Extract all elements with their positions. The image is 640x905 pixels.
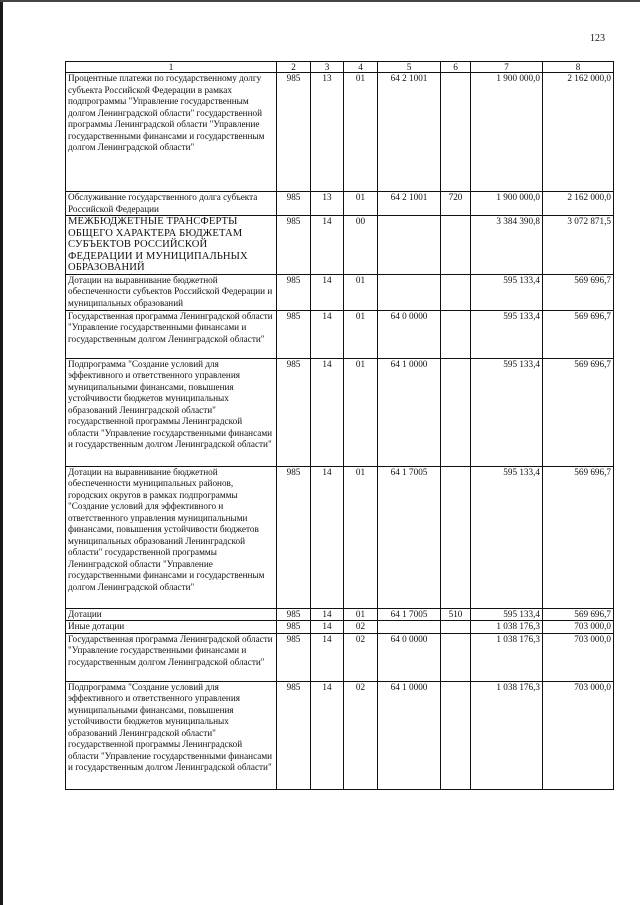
cell-target-article: 64 1 0000	[378, 681, 441, 789]
cell-admin-code: 985	[277, 358, 311, 466]
table-row	[66, 216, 614, 275]
column-header: 6	[441, 62, 471, 73]
row-name: Процентные платежи по государственному долгу субъекта Российской Федерации в рамках подпрограммы "Управление государственным долгом Ленинградской области" государственной программы Ленинградской области "Управление государственными финансами и государственным долгом Ленинградской области"	[66, 73, 277, 192]
table-row	[66, 633, 614, 681]
cell-expense-type	[441, 310, 471, 358]
cell-admin-code: 985	[277, 466, 311, 608]
cell-target-article: 64 2 1001	[378, 192, 441, 216]
row-name: Дотации на выравнивание бюджетной обеспеченности субъектов Российской Федерации и муниципальных образований	[66, 274, 277, 310]
cell-amount-1: 1 900 000,0	[471, 73, 543, 192]
row-name: Государственная программа Ленинградской области "Управление государственными финансами и государственным долгом Ленинградской области"	[66, 633, 277, 681]
column-header: 3	[311, 62, 344, 73]
cell-subsection: 01	[344, 192, 378, 216]
cell-expense-type	[441, 681, 471, 789]
cell-subsection: 01	[344, 358, 378, 466]
cell-expense-type: 510	[441, 608, 471, 621]
cell-admin-code: 985	[277, 608, 311, 621]
cell-admin-code: 985	[277, 621, 311, 634]
column-header: 8	[543, 62, 614, 73]
cell-expense-type	[441, 358, 471, 466]
cell-subsection: 01	[344, 274, 378, 310]
cell-amount-2: 569 696,7	[543, 274, 614, 310]
row-name: Дотации	[66, 608, 277, 621]
cell-amount-1: 595 133,4	[471, 466, 543, 608]
column-header: 4	[344, 62, 378, 73]
cell-amount-2: 569 696,7	[543, 310, 614, 358]
cell-target-article: 64 1 7005	[378, 608, 441, 621]
cell-amount-1: 595 133,4	[471, 310, 543, 358]
cell-admin-code: 985	[277, 633, 311, 681]
cell-expense-type: 720	[441, 192, 471, 216]
cell-admin-code: 985	[277, 73, 311, 192]
cell-amount-1: 1 038 176,3	[471, 681, 543, 789]
cell-target-article: 64 2 1001	[378, 73, 441, 192]
cell-target-article	[378, 274, 441, 310]
row-name: Иные дотации	[66, 621, 277, 634]
cell-expense-type	[441, 73, 471, 192]
cell-expense-type	[441, 621, 471, 634]
table-row	[66, 466, 614, 608]
cell-section: 14	[311, 681, 344, 789]
table-row	[66, 681, 614, 789]
row-name: Государственная программа Ленинградской области "Управление государственными финансами и государственным долгом Ленинградской области"	[66, 310, 277, 358]
cell-subsection: 02	[344, 633, 378, 681]
table-row	[66, 73, 614, 192]
table-row	[66, 192, 614, 216]
cell-section: 13	[311, 192, 344, 216]
cell-subsection: 01	[344, 608, 378, 621]
cell-subsection: 00	[344, 216, 378, 275]
cell-amount-2: 569 696,7	[543, 358, 614, 466]
cell-section: 14	[311, 358, 344, 466]
column-header: 7	[471, 62, 543, 73]
cell-target-article: 64 0 0000	[378, 633, 441, 681]
cell-amount-2: 3 072 871,5	[543, 216, 614, 275]
cell-amount-1: 1 038 176,3	[471, 621, 543, 634]
budget-table	[65, 61, 614, 790]
row-name: Дотации на выравнивание бюджетной обеспеченности муниципальных районов, городских округов в рамках подпрограммы "Создание условий для эффективного и ответственного управления муниципальными финансами, повышения устойчивости бюджетов муниципальных образований Ленинградской области" государственной программы Ленинградской области "Управление государственными финансами и государственным долгом Ленинградской области"	[66, 466, 277, 608]
column-header: 1	[66, 62, 277, 73]
page-number: 123	[590, 33, 605, 44]
cell-amount-2: 703 000,0	[543, 621, 614, 634]
cell-subsection: 02	[344, 621, 378, 634]
cell-amount-2: 569 696,7	[543, 608, 614, 621]
cell-section: 14	[311, 274, 344, 310]
cell-section: 14	[311, 466, 344, 608]
cell-expense-type	[441, 466, 471, 608]
cell-subsection: 01	[344, 73, 378, 192]
column-header: 2	[277, 62, 311, 73]
cell-expense-type	[441, 274, 471, 310]
cell-target-article: 64 1 7005	[378, 466, 441, 608]
row-name: Подпрограмма "Создание условий для эффективного и ответственного управления муниципальными финансами, повышения устойчивости бюджетов муниципальных образований Ленинградской области" государственной программы Ленинградской области "Управление государственными финансами и государственным долгом Ленинградской области"	[66, 358, 277, 466]
cell-target-article: 64 1 0000	[378, 358, 441, 466]
row-name: Обслуживание государственного долга субъекта Российской Федерации	[66, 192, 277, 216]
scan-border-top	[0, 0, 640, 2]
cell-admin-code: 985	[277, 274, 311, 310]
cell-amount-1: 595 133,4	[471, 274, 543, 310]
cell-section: 14	[311, 621, 344, 634]
table-row	[66, 358, 614, 466]
cell-target-article	[378, 621, 441, 634]
table-row	[66, 310, 614, 358]
cell-amount-2: 2 162 000,0	[543, 73, 614, 192]
cell-target-article: 64 0 0000	[378, 310, 441, 358]
cell-admin-code: 985	[277, 192, 311, 216]
scan-border-left	[0, 0, 3, 905]
cell-subsection: 01	[344, 466, 378, 608]
cell-admin-code: 985	[277, 216, 311, 275]
cell-amount-1: 595 133,4	[471, 608, 543, 621]
cell-subsection: 02	[344, 681, 378, 789]
cell-expense-type	[441, 216, 471, 275]
cell-expense-type	[441, 633, 471, 681]
cell-section: 13	[311, 73, 344, 192]
cell-amount-1: 3 384 390,8	[471, 216, 543, 275]
row-name: Подпрограмма "Создание условий для эффективного и ответственного управления муниципальными финансами, повышения устойчивости бюджетов муниципальных образований Ленинградской области" государственной программы Ленинградской области "Управление государственными финансами и государственным долгом Ленинградской области"	[66, 681, 277, 789]
cell-target-article	[378, 216, 441, 275]
cell-section: 14	[311, 608, 344, 621]
header-row	[66, 62, 614, 73]
cell-amount-1: 1 900 000,0	[471, 192, 543, 216]
cell-admin-code: 985	[277, 310, 311, 358]
cell-section: 14	[311, 633, 344, 681]
cell-amount-2: 703 000,0	[543, 633, 614, 681]
table-row	[66, 274, 614, 310]
row-name: МЕЖБЮДЖЕТНЫЕ ТРАНСФЕРТЫ ОБЩЕГО ХАРАКТЕРА БЮДЖЕТАМ СУБЪЕКТОВ РОССИЙСКОЙ ФЕДЕРАЦИИ И МУНИЦИПАЛЬНЫХ ОБРАЗОВАНИЙ	[66, 216, 277, 275]
cell-section: 14	[311, 310, 344, 358]
cell-admin-code: 985	[277, 681, 311, 789]
table-row	[66, 621, 614, 634]
cell-amount-1: 1 038 176,3	[471, 633, 543, 681]
cell-subsection: 01	[344, 310, 378, 358]
cell-amount-2: 2 162 000,0	[543, 192, 614, 216]
cell-amount-2: 703 000,0	[543, 681, 614, 789]
cell-section: 14	[311, 216, 344, 275]
table-row	[66, 608, 614, 621]
column-header: 5	[378, 62, 441, 73]
cell-amount-2: 569 696,7	[543, 466, 614, 608]
cell-amount-1: 595 133,4	[471, 358, 543, 466]
